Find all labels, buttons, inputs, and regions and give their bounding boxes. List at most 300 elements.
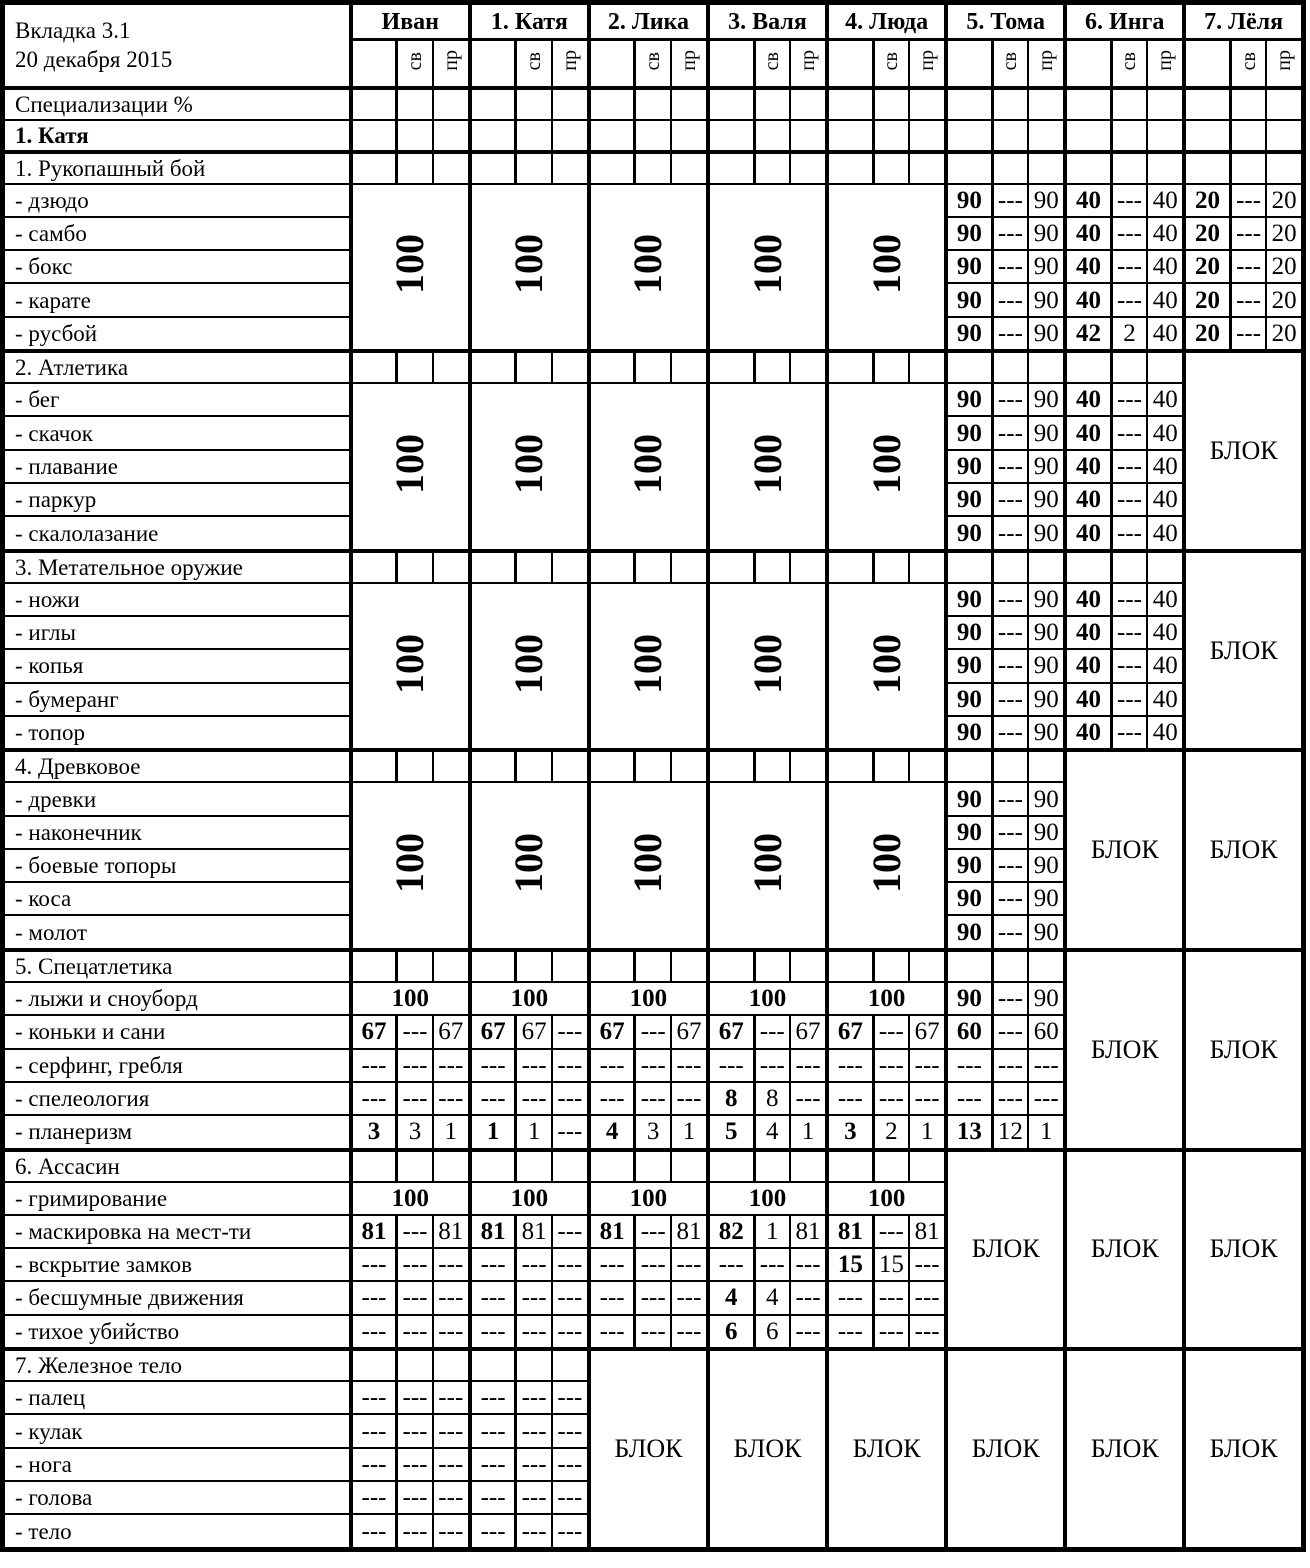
empty-cell	[671, 351, 708, 383]
row-label: - палец	[3, 1381, 351, 1414]
row-label: - самбо	[3, 217, 351, 250]
value-cell: ---	[909, 1281, 946, 1314]
empty-cell	[671, 950, 708, 982]
value-cell: 1	[909, 1115, 946, 1150]
value-cell: ---	[827, 1082, 873, 1115]
empty-cell	[433, 152, 470, 184]
value-cell: ---	[470, 1481, 516, 1514]
merged-100-vertical	[470, 782, 589, 950]
empty-cell	[946, 88, 992, 120]
value-cell: ---	[1111, 616, 1147, 649]
value-cell: ---	[351, 1514, 397, 1549]
block-cell: БЛОК	[1065, 1349, 1184, 1549]
merged-100-vertical-text: 100	[863, 833, 909, 894]
value-cell: 90	[946, 649, 992, 682]
empty-cell	[754, 551, 790, 583]
value-cell: ---	[790, 1248, 827, 1281]
value-cell: ---	[397, 1448, 433, 1481]
value-cell: ---	[635, 1082, 671, 1115]
value-cell: 20	[1184, 250, 1230, 283]
value-cell: 40	[1065, 716, 1111, 751]
value-cell: 90	[946, 283, 992, 316]
value-cell: ---	[1230, 283, 1266, 316]
empty-cell	[790, 750, 827, 782]
empty-cell	[1230, 152, 1266, 184]
empty-cell	[1028, 351, 1065, 383]
person-header-lyolya: 7. Лёля	[1184, 3, 1303, 40]
row-label: - скачок	[3, 416, 351, 449]
merged-100-horizontal: 100	[351, 1182, 470, 1215]
value-cell: ---	[470, 1448, 516, 1481]
value-cell: 40	[1147, 416, 1184, 449]
merged-100-vertical-text: 100	[387, 833, 433, 894]
empty-cell	[708, 551, 754, 583]
value-cell: 20	[1184, 217, 1230, 250]
empty-cell	[1111, 551, 1147, 583]
empty-cell	[351, 152, 397, 184]
empty-cell	[397, 152, 433, 184]
empty-cell	[433, 1349, 470, 1381]
empty-cell	[671, 152, 708, 184]
empty-cell	[708, 88, 754, 120]
value-cell: 4	[754, 1115, 790, 1150]
value-cell: 20	[1184, 317, 1230, 352]
value-cell: ---	[671, 1082, 708, 1115]
subcol-sv-header-text: св	[523, 52, 546, 71]
value-cell: 90	[1028, 317, 1065, 352]
value-cell: 90	[946, 882, 992, 915]
value-cell: 3	[635, 1115, 671, 1150]
value-cell: 3	[827, 1115, 873, 1150]
row-label: - нога	[3, 1448, 351, 1481]
subcol-main-header	[351, 40, 397, 88]
value-cell: 3	[351, 1115, 397, 1150]
value-cell: ---	[992, 882, 1028, 915]
value-cell: 1	[470, 1115, 516, 1150]
value-cell: 67	[470, 1015, 516, 1048]
merged-100-vertical	[470, 583, 589, 751]
merged-100-vertical	[708, 782, 827, 950]
value-cell: 90	[1028, 649, 1065, 682]
row-label: - тихое убийство	[3, 1315, 351, 1350]
empty-cell	[552, 551, 589, 583]
value-cell: 90	[1028, 184, 1065, 217]
value-cell: ---	[873, 1082, 909, 1115]
empty-cell	[589, 351, 635, 383]
value-cell: ---	[397, 1481, 433, 1514]
empty-cell	[873, 950, 909, 982]
row-label: - маскировка на мест-ти	[3, 1215, 351, 1248]
value-cell: 90	[1028, 583, 1065, 616]
subcol-sv-header	[1111, 40, 1147, 88]
value-cell: ---	[397, 1315, 433, 1350]
value-cell: 20	[1184, 184, 1230, 217]
value-cell: 90	[1028, 616, 1065, 649]
empty-cell	[1028, 88, 1065, 120]
value-cell: 90	[946, 816, 992, 849]
empty-cell	[708, 120, 754, 152]
value-cell: ---	[992, 250, 1028, 283]
empty-cell	[351, 750, 397, 782]
merged-100-vertical	[589, 583, 708, 751]
merged-100-vertical-text: 100	[625, 433, 671, 494]
section-title: 7. Железное тело	[3, 1349, 351, 1381]
value-cell: ---	[552, 1481, 589, 1514]
value-cell: ---	[992, 583, 1028, 616]
value-cell: ---	[351, 1281, 397, 1314]
subcol-pr-header-text: пр	[1273, 50, 1296, 72]
value-cell: 20	[1266, 217, 1303, 250]
empty-cell	[827, 950, 873, 982]
empty-cell	[552, 750, 589, 782]
value-cell: ---	[552, 1015, 589, 1048]
empty-cell	[397, 1349, 433, 1381]
empty-cell	[1184, 88, 1230, 120]
value-cell: ---	[433, 1049, 470, 1082]
value-cell: 20	[1266, 283, 1303, 316]
value-cell: ---	[754, 1248, 790, 1281]
row-label: - вскрытие замков	[3, 1248, 351, 1281]
empty-cell	[754, 351, 790, 383]
value-cell: ---	[992, 217, 1028, 250]
value-cell: ---	[1111, 217, 1147, 250]
merged-100-vertical-text: 100	[863, 433, 909, 494]
empty-cell	[433, 88, 470, 120]
empty-cell	[1111, 120, 1147, 152]
subcol-sv-header	[516, 40, 552, 88]
value-cell: ---	[552, 1049, 589, 1082]
value-cell: ---	[433, 1281, 470, 1314]
merged-100-horizontal: 100	[708, 1182, 827, 1215]
value-cell: 40	[1065, 217, 1111, 250]
value-cell: ---	[754, 1049, 790, 1082]
value-cell: ---	[946, 1049, 992, 1082]
empty-cell	[516, 551, 552, 583]
empty-cell	[946, 950, 992, 982]
value-cell: ---	[635, 1248, 671, 1281]
empty-cell	[754, 120, 790, 152]
subcol-pr-header-text: пр	[677, 50, 700, 72]
value-cell: 90	[1028, 882, 1065, 915]
empty-cell	[873, 88, 909, 120]
value-cell: 82	[708, 1215, 754, 1248]
value-cell: 40	[1147, 683, 1184, 716]
empty-cell	[992, 750, 1028, 782]
value-cell: ---	[552, 1248, 589, 1281]
block-cell: БЛОК	[1184, 1150, 1303, 1350]
subcol-sv-header-text: св	[1118, 52, 1141, 71]
row-label: - голова	[3, 1481, 351, 1514]
empty-cell	[1266, 120, 1303, 152]
value-cell: 1	[433, 1115, 470, 1150]
empty-cell	[1028, 950, 1065, 982]
value-cell: 90	[1028, 383, 1065, 416]
value-cell: 40	[1065, 450, 1111, 483]
empty-cell	[827, 551, 873, 583]
empty-cell	[909, 351, 946, 383]
value-cell: ---	[516, 1481, 552, 1514]
empty-cell	[827, 120, 873, 152]
section-title: 2. Атлетика	[3, 351, 351, 383]
value-cell: 67	[909, 1015, 946, 1048]
block-cell: БЛОК	[1184, 351, 1303, 551]
value-cell: ---	[790, 1049, 827, 1082]
value-cell: ---	[589, 1315, 635, 1350]
person-header-toma: 5. Тома	[946, 3, 1065, 40]
value-cell: ---	[1111, 450, 1147, 483]
merged-100-vertical	[827, 782, 946, 950]
row-label: - бумеранг	[3, 683, 351, 716]
empty-cell	[351, 88, 397, 120]
value-cell: ---	[790, 1082, 827, 1115]
value-cell: ---	[516, 1381, 552, 1414]
value-cell: 1	[790, 1115, 827, 1150]
value-cell: ---	[909, 1248, 946, 1281]
row-label: - тело	[3, 1514, 351, 1549]
merged-100-vertical-text: 100	[744, 833, 790, 894]
empty-cell	[1266, 88, 1303, 120]
merged-100-horizontal: 100	[589, 1182, 708, 1215]
value-cell: 90	[946, 516, 992, 551]
value-cell: 90	[946, 616, 992, 649]
value-cell: ---	[552, 1082, 589, 1115]
value-cell: ---	[470, 1082, 516, 1115]
empty-cell	[790, 88, 827, 120]
value-cell: ---	[992, 1049, 1028, 1082]
empty-cell	[516, 152, 552, 184]
empty-cell	[1184, 120, 1230, 152]
value-cell: ---	[992, 416, 1028, 449]
empty-cell	[1111, 351, 1147, 383]
row-label: - русбой	[3, 317, 351, 352]
empty-cell	[992, 88, 1028, 120]
value-cell: 15	[827, 1248, 873, 1281]
value-cell: ---	[516, 1082, 552, 1115]
value-cell: ---	[397, 1514, 433, 1549]
row-label: - бесшумные движения	[3, 1281, 351, 1314]
value-cell: ---	[470, 1281, 516, 1314]
block-cell: БЛОК	[1065, 750, 1184, 950]
value-cell: 90	[946, 184, 992, 217]
empty-cell	[552, 152, 589, 184]
value-cell: 90	[1028, 849, 1065, 882]
empty-cell	[992, 950, 1028, 982]
value-cell: ---	[992, 982, 1028, 1015]
block-cell: БЛОК	[827, 1349, 946, 1549]
row-label: - планеризм	[3, 1115, 351, 1150]
value-cell: ---	[1230, 217, 1266, 250]
value-cell: 4	[708, 1281, 754, 1314]
row-label: - молот	[3, 915, 351, 950]
value-cell: ---	[1111, 184, 1147, 217]
value-cell: ---	[516, 1448, 552, 1481]
empty-cell	[790, 120, 827, 152]
empty-cell	[827, 351, 873, 383]
value-cell: 4	[589, 1115, 635, 1150]
value-cell: ---	[827, 1281, 873, 1314]
value-cell: ---	[992, 483, 1028, 516]
empty-cell	[754, 950, 790, 982]
row-label: - спелеология	[3, 1082, 351, 1115]
empty-cell	[397, 1150, 433, 1182]
value-cell: ---	[671, 1248, 708, 1281]
empty-cell	[470, 551, 516, 583]
merged-100-vertical	[470, 383, 589, 551]
empty-cell	[1065, 88, 1111, 120]
empty-cell	[873, 152, 909, 184]
empty-cell	[754, 152, 790, 184]
value-cell: 40	[1147, 616, 1184, 649]
sheet-title: Вкладка 3.1	[15, 18, 131, 44]
empty-cell	[1230, 120, 1266, 152]
row-label: - лыжи и сноуборд	[3, 982, 351, 1015]
merged-100-vertical	[827, 583, 946, 751]
value-cell: ---	[470, 1414, 516, 1447]
merged-100-vertical-text: 100	[863, 633, 909, 694]
empty-cell	[351, 1150, 397, 1182]
value-cell: ---	[671, 1049, 708, 1082]
value-cell: 8	[754, 1082, 790, 1115]
empty-cell	[1111, 152, 1147, 184]
subcol-sv-header	[397, 40, 433, 88]
value-cell: ---	[1028, 1049, 1065, 1082]
value-cell: 40	[1147, 250, 1184, 283]
value-cell: 1	[671, 1115, 708, 1150]
empty-cell	[708, 152, 754, 184]
value-cell: 4	[754, 1281, 790, 1314]
subcol-main-header	[1184, 40, 1230, 88]
value-cell: ---	[873, 1015, 909, 1048]
value-cell: ---	[433, 1315, 470, 1350]
value-cell: ---	[397, 1049, 433, 1082]
row-label: - гримирование	[3, 1182, 351, 1215]
value-cell: ---	[589, 1281, 635, 1314]
value-cell: ---	[1111, 383, 1147, 416]
value-cell: ---	[470, 1514, 516, 1549]
value-cell: 90	[1028, 217, 1065, 250]
value-cell: ---	[946, 1082, 992, 1115]
empty-cell	[708, 750, 754, 782]
merged-100-horizontal: 100	[351, 982, 470, 1015]
subcol-main-header	[946, 40, 992, 88]
empty-cell	[516, 750, 552, 782]
row-label: - серфинг, гребля	[3, 1049, 351, 1082]
section-title: 3. Метательное оружие	[3, 551, 351, 583]
value-cell: 90	[1028, 250, 1065, 283]
value-cell: ---	[1111, 516, 1147, 551]
value-cell: ---	[671, 1281, 708, 1314]
value-cell: 6	[754, 1315, 790, 1350]
value-cell: 40	[1065, 250, 1111, 283]
empty-cell	[397, 750, 433, 782]
empty-cell	[909, 950, 946, 982]
merged-100-horizontal: 100	[827, 1182, 946, 1215]
subcol-pr-header	[552, 40, 589, 88]
value-cell: 81	[589, 1215, 635, 1248]
row-label: - дзюдо	[3, 184, 351, 217]
value-cell: ---	[351, 1448, 397, 1481]
empty-cell	[1147, 88, 1184, 120]
person-header-ivan: Иван	[351, 3, 470, 40]
value-cell: ---	[552, 1414, 589, 1447]
value-cell: ---	[635, 1315, 671, 1350]
merged-100-vertical-text: 100	[506, 433, 552, 494]
value-cell: 2	[1111, 317, 1147, 352]
empty-cell	[1147, 120, 1184, 152]
empty-cell	[992, 120, 1028, 152]
merged-100-vertical	[589, 184, 708, 352]
value-cell: 40	[1147, 483, 1184, 516]
empty-cell	[470, 950, 516, 982]
empty-cell	[516, 351, 552, 383]
value-cell: 20	[1266, 317, 1303, 352]
empty-cell	[1065, 351, 1111, 383]
value-cell: ---	[992, 849, 1028, 882]
subcol-pr-header	[671, 40, 708, 88]
value-cell: ---	[1230, 250, 1266, 283]
value-cell: 2	[873, 1115, 909, 1150]
block-cell: БЛОК	[946, 1150, 1065, 1350]
merged-100-vertical	[351, 184, 470, 352]
empty-cell	[1028, 750, 1065, 782]
value-cell: 20	[1266, 250, 1303, 283]
empty-cell	[397, 88, 433, 120]
subcol-pr-header	[1266, 40, 1303, 88]
value-cell: 40	[1065, 616, 1111, 649]
empty-cell	[909, 551, 946, 583]
empty-cell	[790, 351, 827, 383]
empty-cell	[516, 120, 552, 152]
value-cell: ---	[1111, 716, 1147, 751]
value-cell: 60	[1028, 1015, 1065, 1048]
value-cell: ---	[516, 1315, 552, 1350]
value-cell: 40	[1147, 450, 1184, 483]
empty-cell	[470, 1150, 516, 1182]
value-cell: ---	[992, 683, 1028, 716]
empty-cell	[589, 120, 635, 152]
value-cell: 81	[790, 1215, 827, 1248]
block-cell: БЛОК	[708, 1349, 827, 1549]
value-cell: ---	[754, 1015, 790, 1048]
empty-cell	[589, 950, 635, 982]
merged-100-vertical	[351, 782, 470, 950]
empty-cell	[397, 950, 433, 982]
subcol-sv-header	[1230, 40, 1266, 88]
empty-cell	[635, 950, 671, 982]
value-cell: ---	[433, 1248, 470, 1281]
merged-100-horizontal: 100	[589, 982, 708, 1015]
empty-cell	[1147, 551, 1184, 583]
block-cell: БЛОК	[1184, 1349, 1303, 1549]
value-cell: ---	[992, 716, 1028, 751]
value-cell: 67	[433, 1015, 470, 1048]
value-cell: 40	[1065, 483, 1111, 516]
value-cell: ---	[351, 1414, 397, 1447]
value-cell: ---	[351, 1248, 397, 1281]
merged-100-vertical	[470, 184, 589, 352]
row-label: - кулак	[3, 1414, 351, 1447]
empty-cell	[873, 120, 909, 152]
value-cell: 90	[1028, 915, 1065, 950]
value-cell: 40	[1065, 683, 1111, 716]
value-cell: 90	[946, 716, 992, 751]
empty-cell	[754, 1150, 790, 1182]
value-cell: 90	[1028, 716, 1065, 751]
subcol-sv-header-text: св	[999, 52, 1022, 71]
value-cell: 81	[433, 1215, 470, 1248]
empty-cell	[470, 351, 516, 383]
value-cell: 40	[1147, 583, 1184, 616]
